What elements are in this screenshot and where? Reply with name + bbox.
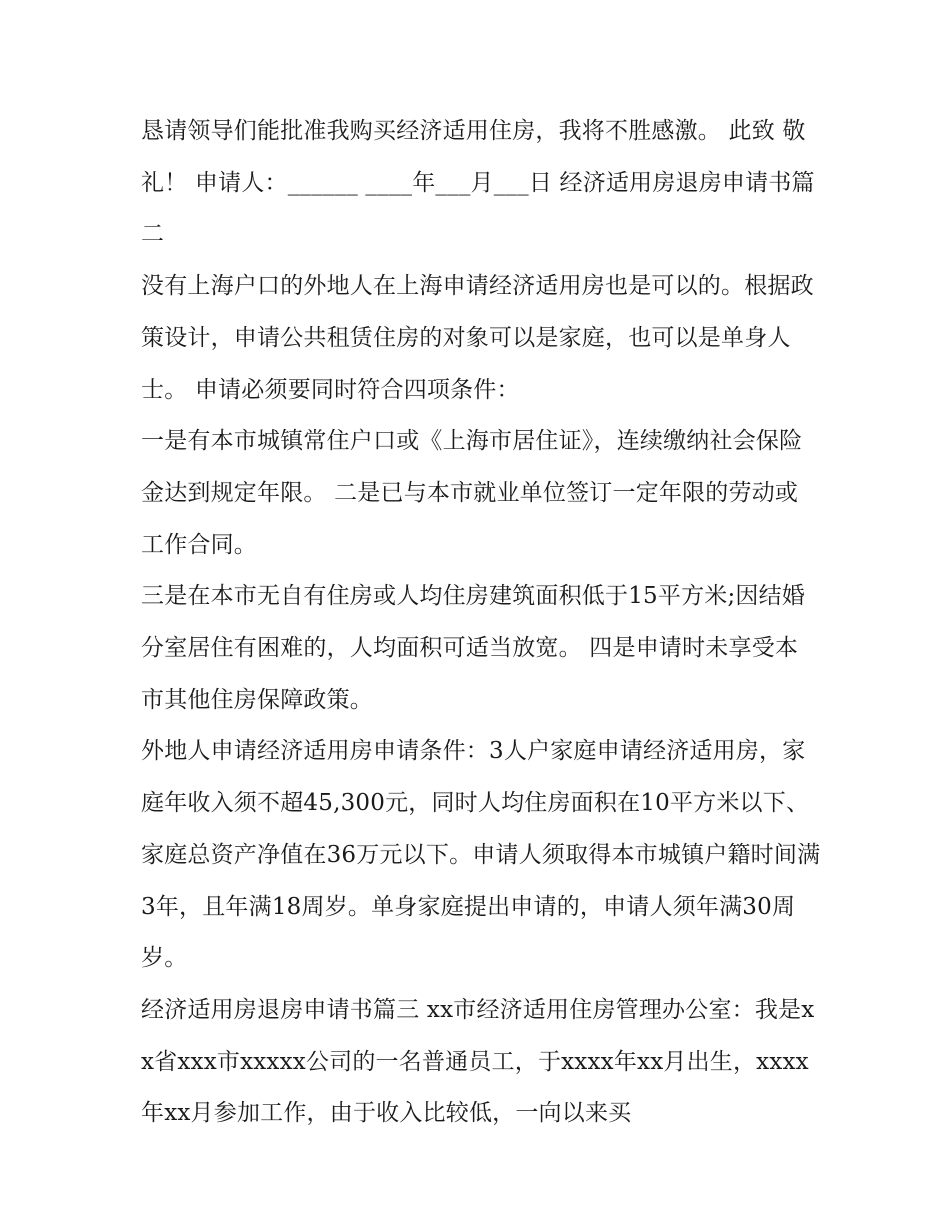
paragraph-part-three-letter: 经济适用房退房申请书篇三 xx市经济适用住房管理办公室：我是xx省xxx市xxxxx公司的一名普通员工，于xxxx年xx月出生，xxxx年xx月参加工作，由于收入比较低，一向以来买 [141,996,815,1127]
paragraph-application-conditions: 外地人申请经济适用房申请条件：3人户家庭申请经济适用房，家庭年收入须不超45,300元，同时人均住房面积在10平方米以下、家庭总资产净值在36万元以下。申请人须取得本市城镇户籍时间满3年，且年满18周岁。单身家庭提出申请的，申请人须年满30周岁。 [141,738,821,972]
paragraph-condition-one-two: 一是有本市城镇常住户口或《上海市居住证》，连续缴纳社会保险金达到规定年限。 二是已与本市就业单位签订一定年限的劳动或工作合同。 [141,428,803,558]
paragraph-condition-three-four: 三是在本市无自有住房或人均住房建筑面积低于15平方米;因结婚分室居住有困难的，人均面积可适当放宽。 四是申请时未享受本市其他住房保障政策。 [141,583,806,713]
document-body [141,106,821,1140]
paragraph-shanghai-eligibility: 没有上海户口的外地人在上海申请经济适用房也是可以的。根据政策设计，申请公共租赁住房的对象可以是家庭，也可以是单身人士。 申请必须要同时符合四项条件： [141,273,814,403]
paragraph-closing-salutation: 恳请领导们能批准我购买经济适用住房，我将不胜感激。 此致 敬礼！ 申请人：______ ____年___月___日 经济适用房退房申请书篇二 [141,118,815,248]
